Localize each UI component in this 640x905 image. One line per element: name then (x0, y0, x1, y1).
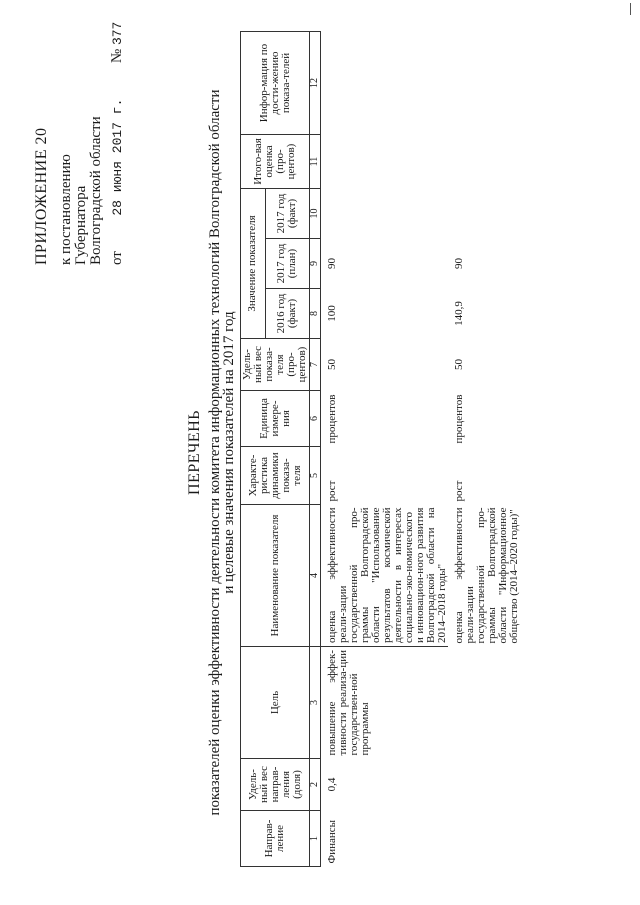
cell-fact-2017 (321, 189, 449, 239)
cell-direction-weight (448, 759, 520, 811)
cell-info (448, 32, 520, 135)
cell-indicator-weight: 50 (326, 359, 338, 370)
header-info: Инфор-мация по дости-жению показа-телей (241, 32, 310, 135)
header-indicator-weight: Удель-ный вес показа-теля (про-центов) (241, 339, 310, 391)
cell-info (321, 32, 449, 135)
table-row (321, 32, 449, 867)
document-title: ПЕРЕЧЕНЬ (186, 410, 203, 495)
cell-indicator-weight: 50 (453, 359, 465, 370)
approval-line: Губернатора (73, 185, 89, 265)
decree-number: 377 (110, 21, 125, 46)
header-plan-2017: 2017 год (план) (265, 239, 309, 289)
header-indicator-name: Наименование показателя (241, 505, 310, 647)
cell-goal (448, 647, 520, 759)
header-row (241, 32, 266, 867)
number-prefix: № (109, 48, 125, 64)
cell-direction (448, 811, 520, 867)
column-number: 10 (310, 189, 321, 239)
approval-line: к постановлению (58, 154, 74, 265)
cell-total-score (448, 135, 520, 189)
approval-block (33, 21, 125, 265)
cell-direction: Финансы (326, 819, 338, 864)
document-subtitle: показателей оценки эффективности деятельности комитета информационных технологий Волгоградской области (207, 89, 223, 816)
column-number: 6 (310, 391, 321, 447)
column-number: 7 (310, 339, 321, 391)
document-subtitle-2: и целевые значения показателей на 2017 год (221, 311, 237, 594)
column-number: 5 (310, 447, 321, 505)
header-unit: Единица измере-ния (241, 391, 310, 447)
decree-date: 28 июня 2017 г. (110, 98, 125, 216)
header-fact-2017: 2017 год (факт) (265, 189, 309, 239)
cell-direction-weight: 0,4 (326, 777, 338, 792)
column-number: 4 (310, 505, 321, 647)
header-direction: Направ-ление (241, 811, 310, 867)
cell-fact-2016: 140,9 (453, 301, 465, 326)
column-number: 12 (310, 32, 321, 135)
cell-unit: процентов (453, 394, 465, 444)
header-values-group: Значение показателя (241, 189, 266, 339)
header-direction-weight: Удель-ный вес направ-ления (доля) (241, 759, 310, 811)
scan-mark (630, 3, 631, 15)
cell-plan-2017: 90 (326, 258, 338, 269)
cell-indicator: оценка эффективности реали-зации государственной про-граммы Волгоградской области "Использование результатов космической деятельности в интересах социально-эко-номического и инновацион-ного развития Волгоградской области на 2014–2018 годы" (321, 505, 449, 647)
appendix-title: ПРИЛОЖЕНИЕ 20 (33, 127, 50, 265)
cell-goal: повышение эффек-тивности реализа-ции государствен-ной программы (326, 650, 371, 756)
table-row (448, 32, 520, 867)
decree-date-number (109, 21, 125, 265)
column-number: 1 (310, 811, 321, 867)
header-dynamics: Характе-ристика динамики показа-теля (241, 447, 310, 505)
cell-unit: процентов (326, 394, 338, 444)
header-goal: Цель (241, 647, 310, 759)
cell-dynamics: рост (326, 480, 338, 502)
cell-fact-2017 (448, 189, 520, 239)
column-number: 3 (310, 647, 321, 759)
column-number: 11 (310, 135, 321, 189)
cell-total-score (321, 135, 449, 189)
cell-indicator: оценка эффективности реали-зации государственной про-граммы Волгоградской области "Информационное общество (2014–2020 годы)" (453, 507, 520, 644)
cell-plan-2017: 90 (453, 258, 465, 269)
header-fact-2016: 2016 год (факт) (265, 289, 309, 339)
column-number-row (310, 32, 321, 867)
cell-dynamics: рост (453, 480, 465, 502)
cell-fact-2016: 100 (326, 305, 338, 322)
column-number: 8 (310, 289, 321, 339)
column-number: 9 (310, 239, 321, 289)
column-number: 2 (310, 759, 321, 811)
date-prefix: от (109, 251, 125, 265)
approval-line: Волгоградской области (88, 116, 104, 265)
header-total-score: Итого-вая оценка (про-центов) (241, 135, 310, 189)
indicators-table (240, 31, 520, 867)
